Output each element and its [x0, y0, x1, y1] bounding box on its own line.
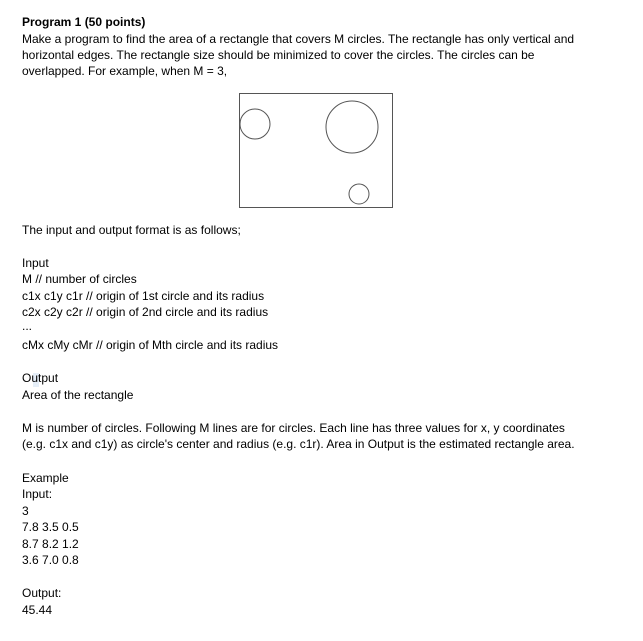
output-line: Area of the rectangle [22, 388, 134, 402]
intro-line-2: horizontal edges. The rectangle size should be minimized to cover the circles. The circles can be [22, 48, 535, 62]
example-input-label: Input: [22, 487, 53, 501]
circle-small-left [240, 109, 270, 139]
example-input-circle1: 7.8 3.5 0.5 [22, 520, 79, 534]
example-heading: Example [22, 471, 69, 485]
intro-line-1: Make a program to find the area of a rectangle that covers M circles. The rectangle has only vertical and [22, 32, 575, 46]
input-line-ellipsis: ... [22, 319, 33, 333]
output-heading: Output [22, 371, 59, 385]
example-figure [239, 93, 393, 208]
example-output-value: 45.44 [22, 603, 53, 617]
input-heading: Input [22, 256, 49, 270]
example-input-circle3: 3.6 7.0 0.8 [22, 553, 79, 567]
example-input-count: 3 [22, 504, 29, 518]
circle-large-right [326, 101, 378, 153]
problem-title: Program 1 (50 points) [22, 15, 146, 29]
rectangle-circles-diagram [239, 93, 393, 208]
example-output-label: Output: [22, 586, 62, 600]
intro-line-3: overlapped. For example, when M = 3, [22, 64, 228, 78]
input-line-count: M // number of circles [22, 272, 137, 286]
circle-small-bottom [349, 184, 369, 204]
explanation-line-2: (e.g. c1x and c1y) as circle's center and radius (e.g. c1r). Area in Output is the estimated rectangle area. [22, 437, 575, 451]
input-line-circle1: c1x c1y c1r // origin of 1st circle and its radius [22, 289, 265, 303]
input-line-circle2: c2x c2y c2r // origin of 2nd circle and its radius [22, 305, 269, 319]
format-intro: The input and output format is as follows; [22, 223, 241, 237]
input-line-circleM: cMx cMy cMr // origin of Mth circle and its radius [22, 338, 279, 352]
example-input-circle2: 8.7 8.2 1.2 [22, 537, 79, 551]
explanation-line-1: M is number of circles. Following M lines are for circles. Each line has three values for x, y coordinates [22, 421, 565, 435]
